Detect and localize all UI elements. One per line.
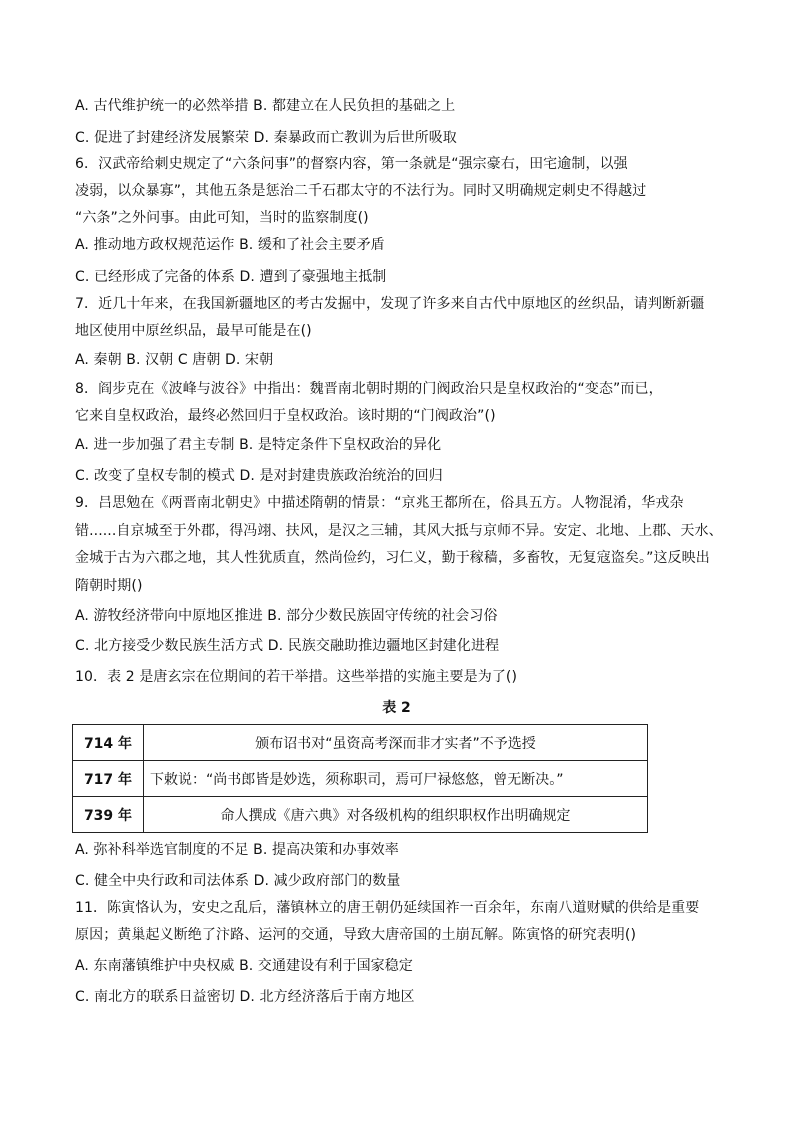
text-line: C. 已经形成了完备的体系 D. 遭到了豪强地主抵制 bbox=[75, 269, 387, 285]
table-cell-text: 命人撰成《唐六典》对各级机构的组织职权作出明确规定 bbox=[144, 797, 648, 833]
text-line: C. 改变了皇权专制的模式 D. 是对封建贵族政治统治的回归 bbox=[75, 468, 443, 484]
text-line: 原因；黄巢起义断绝了汴路、运河的交通，导致大唐帝国的土崩瓦解。陈寅恪的研究表明() bbox=[75, 927, 637, 943]
text-line: 金城于古为六郡之地，其人性犹质直，然尚俭约，习仁义，勤于稼穑，多畜牧，无复寇盗矣。”这反映出 bbox=[75, 550, 710, 566]
text-line: A. 弥补科举选官制度的不足 B. 提高决策和办事效率 bbox=[75, 842, 399, 858]
text-line: A. 古代维护统一的必然举措 B. 都建立在人民负担的基础之上 bbox=[75, 98, 456, 114]
text-line: C. 南北方的联系日益密切 D. 北方经济落后于南方地区 bbox=[75, 989, 415, 1005]
text-line: 8．阎步克在《波峰与波谷》中指出：魏晋南北朝时期的门阀政治只是皇权政治的“变态”而已， bbox=[75, 381, 663, 397]
table-cell-text: 下敕说：“尚书郎皆是妙选，须称职司，焉可尸禄悠悠，曾无断决。” bbox=[144, 761, 648, 797]
text-line: C. 促进了封建经济发展繁荣 D. 秦暴政而亡教训为后世所吸取 bbox=[75, 130, 457, 146]
text-line: A. 游牧经济带向中原地区推进 B. 部分少数民族固守传统的社会习俗 bbox=[75, 608, 498, 624]
table-row bbox=[73, 797, 648, 833]
text-line: C. 健全中央行政和司法体系 D. 减少政府部门的数量 bbox=[75, 873, 401, 889]
table-caption: 表 2 bbox=[382, 700, 411, 716]
text-line: “六条”之外问事。由此可知，当时的监察制度() bbox=[75, 210, 369, 226]
table-cell-year: 739 年 bbox=[73, 797, 144, 833]
text-line: A. 东南藩镇维护中央权威 B. 交通建设有利于国家稳定 bbox=[75, 958, 413, 974]
table-cell-year: 714 年 bbox=[73, 725, 144, 761]
text-line: 11．陈寅恪认为，安史之乱后，藩镇林立的唐王朝仍延续国祚一百余年，东南八道财赋的供给是重要 bbox=[75, 900, 700, 916]
text-line: A. 推动地方政权规范运作 B. 缓和了社会主要矛盾 bbox=[75, 237, 385, 253]
table-row bbox=[73, 761, 648, 797]
text-line: C. 北方接受少数民族生活方式 D. 民族交融助推边疆地区封建化进程 bbox=[75, 638, 500, 654]
table-2 bbox=[72, 724, 648, 833]
text-line: 它来自皇权政治，最终必然回归于皇权政治。该时期的“门阀政治”() bbox=[75, 408, 496, 424]
text-line: 错......自京城至于外郡，得冯翊、扶风，是汉之三辅，其风大抵与京师不异。安定、北地、上郡、天水、 bbox=[75, 523, 723, 539]
text-line: 地区使用中原丝织品，最早可能是在() bbox=[75, 323, 312, 339]
text-line: A. 进一步加强了君主专制 B. 是特定条件下皇权政治的异化 bbox=[75, 437, 442, 453]
text-line: A. 秦朝 B. 汉朝 C 唐朝 D. 宋朝 bbox=[75, 352, 274, 368]
text-line: 隋朝时期() bbox=[75, 578, 143, 594]
table-row bbox=[73, 725, 648, 761]
table-cell-text: 颁布诏书对“虽资高考深而非才实者”不予选授 bbox=[144, 725, 648, 761]
text-line: 凌弱，以众暴寡”，其他五条是惩治二千石郡太守的不法行为。同时又明确规定刺史不得越过 bbox=[75, 183, 647, 199]
text-line: 10．表 2 是唐玄宗在位期间的若干举措。这些举措的实施主要是为了() bbox=[75, 669, 518, 685]
text-line: 6．汉武帝给刺史规定了“六条问事”的督察内容，第一条就是“强宗豪右，田宅逾制，以强 bbox=[75, 156, 628, 172]
text-line: 7．近几十年来，在我国新疆地区的考古发掘中，发现了许多来自古代中原地区的丝织品，请判断新疆 bbox=[75, 296, 705, 312]
table-cell-year: 717 年 bbox=[73, 761, 144, 797]
text-line: 9．吕思勉在《两晋南北朝史》中描述隋朝的情景：“京兆王都所在，俗具五方。人物混淆，华戎杂 bbox=[75, 495, 684, 511]
